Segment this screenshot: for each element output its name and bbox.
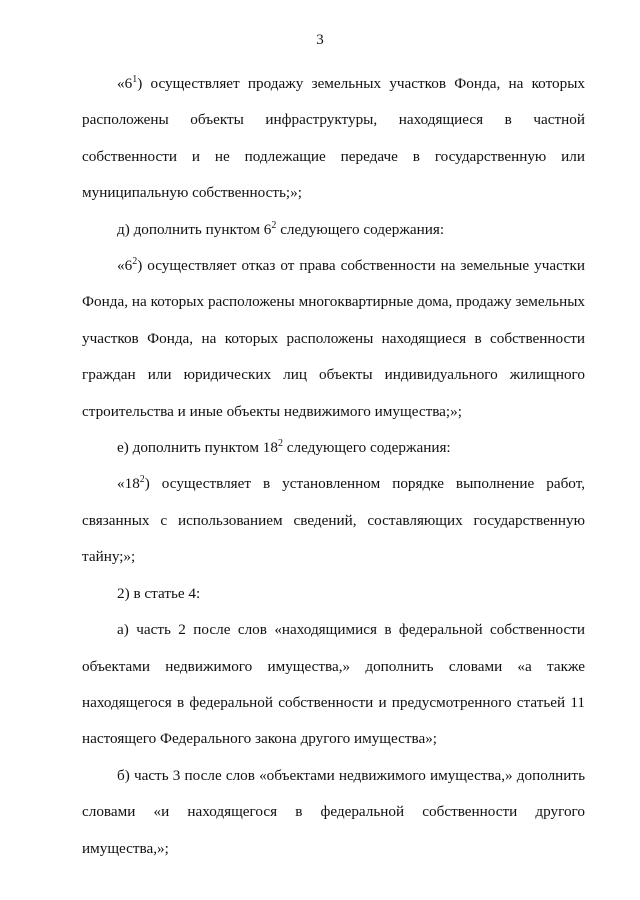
- document-body: [82, 66, 585, 867]
- superscript: 1: [132, 73, 138, 85]
- paragraph-text: ) осуществляет в установленном порядке выполнение работ, связанных с использованием сведений, составляющих государственную тайну;»;: [82, 475, 585, 566]
- superscript: 2: [132, 255, 138, 267]
- paragraph-item-6-2: [82, 248, 585, 430]
- paragraph-text: «6: [117, 257, 133, 275]
- paragraph-amend-d: [82, 212, 585, 248]
- paragraph-text: «18: [117, 475, 140, 493]
- paragraph-text: е) дополнить пунктом 18: [117, 439, 278, 457]
- paragraph-item-18-2: [82, 466, 585, 575]
- page-number: 3: [316, 32, 324, 48]
- paragraph-text: ) осуществляет продажу земельных участков Фонда, на которых расположены объекты инфраструктуры, находящиеся в частной собственности и не подлежащие передаче в государственную или муниципальную собственность;»;: [82, 75, 585, 202]
- paragraph-article-4: [82, 576, 585, 612]
- superscript: 2: [139, 474, 145, 486]
- paragraph-item-6-1: [82, 66, 585, 212]
- superscript: 2: [271, 219, 277, 231]
- paragraph-text: а) часть 2 после слов «находящимися в федеральной собственности объектами недвижимого имущества,» дополнить словами «а также находящегося в федеральной собственности и предусмотренного статьей 11 настоящего Федерального закона другого имущества»;: [82, 621, 585, 748]
- paragraph-amend-e: [82, 430, 585, 466]
- paragraph-text: следующего содержания:: [276, 220, 445, 238]
- paragraph-text: б) часть 3 после слов «объектами недвижимого имущества,» дополнить словами «и находящегося в федеральной собственности другого имущества,»;: [82, 766, 585, 857]
- paragraph-amend-a: [82, 612, 585, 758]
- paragraph-text: д) дополнить пунктом 6: [117, 220, 272, 238]
- paragraph-text: следующего содержания:: [283, 439, 451, 457]
- paragraph-text: ) осуществляет отказ от права собственности на земельные участки Фонда, на которых расположены многоквартирные дома, продажу земельных участков Фонда, на которых расположены находящиеся в собственности граждан или юридических лиц объекты индивидуального жилищного строительства и иные объекты недвижимого имущества;»;: [82, 257, 585, 420]
- paragraph-text: «6: [117, 75, 133, 92]
- superscript: 2: [278, 438, 283, 449]
- paragraph-text: 2) в статье 4:: [117, 584, 201, 602]
- paragraph-amend-b: [82, 758, 585, 867]
